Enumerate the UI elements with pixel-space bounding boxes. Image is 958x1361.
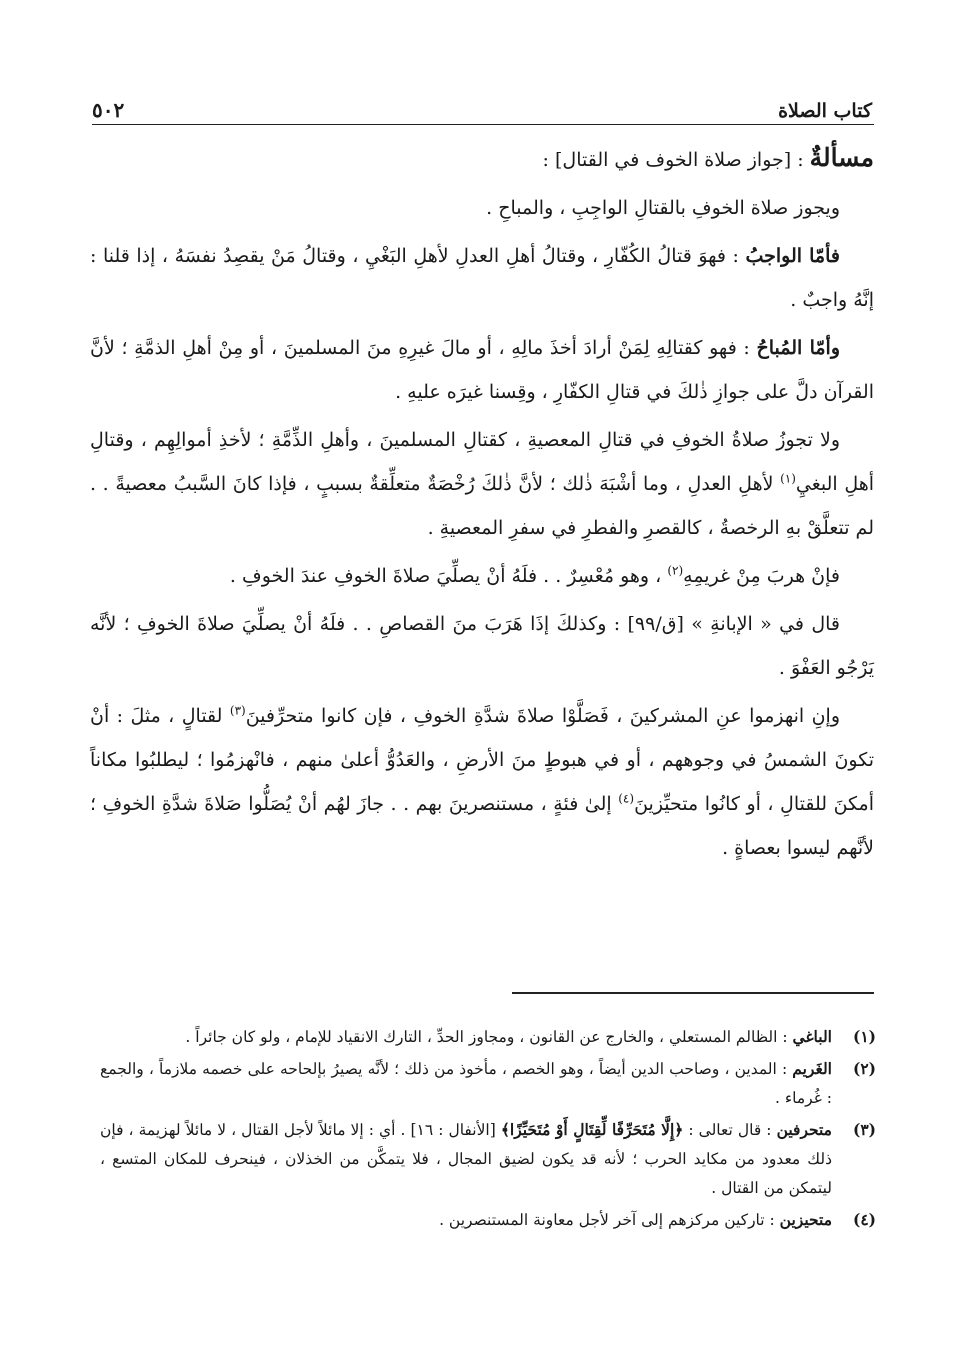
- footnote-separator: [512, 992, 874, 994]
- footnote-text-continued: [الأنفال : ١٦] . أي : إلا مائلاً لأجل القتال ، لا مائلاً لهزيمة ، فإن ذلك معدود من مكايد الحرب ؛ لأنه قد يكون لضيق المجال ، فلا يتمكَّن من الخذلان ، فينحرف للمكان المتسع ، ليتمكن من القتال .: [100, 1121, 832, 1197]
- page-number: ٥٠٢: [92, 98, 125, 122]
- paragraph-2-lead: فأمّا الواجبُ: [745, 245, 840, 267]
- quran-verse: ﴿إِلَّا مُتَحَرِّفًا لِّقِتَالٍ أَوْ مُتَحَيِّزًا﴾: [500, 1120, 684, 1139]
- paragraph-1: ويجوز صلاة الخوفِ بالقتالِ الواجِبِ ، والمباحِ .: [486, 197, 840, 219]
- paragraph-3-text: : فهو كقتالِهِ لِمَنْ أرادَ أخذَ مالِهِ ، أو مالَ غيرِهِ منَ المسلمينَ ، أو مِنْ أهلِ الذمَّةِ ؛ لأنَّ القرآن دلَّ على جوازِ ذٰلكَ في قتالِ الكفّارِ ، وقِسنا غيرَه عليهِ .: [90, 337, 874, 403]
- paragraph-6: قال في « الإبانةِ » [ق/٩٩] : وكذلكَ إذَا هَرَبَ منَ القصاصِ . . فلَهُ أنْ يصلِّيَ صلاةَ الخوفِ ؛ لأنَّه يَرْجُو العَفْوَ .: [90, 613, 874, 679]
- footnote-2: [100, 1054, 876, 1113]
- paragraph-4-part-b: لأهلِ العدلِ ، وما أشْبَهَ ذٰلك ؛ لأنَّ ذٰلكَ رُخْصَةٌ متعلِّقةٌ بسببٍ ، فإذا كانَ السَّببُ معصيةً . . لم تتعلَّقْ بهِ الرخصةُ ، كالقصرِ والفطرِ في سفرِ المعصيةِ .: [90, 473, 874, 539]
- paragraph-3-lead: وأمّا المُباحُ: [756, 337, 840, 359]
- paragraph-5-part-b: ، وهو مُعْسِرٌ . . فلَهُ أنْ يصلِّيَ صلاةَ الخوفِ عندَ الخوفِ .: [229, 565, 668, 587]
- main-text: [90, 136, 874, 874]
- footnote-term: متحيزين: [779, 1210, 832, 1229]
- footnote-term: متحرفين: [776, 1120, 832, 1139]
- footnote-number: (٢): [852, 1059, 876, 1078]
- footnote-ref-3: (٣): [229, 703, 246, 718]
- footnote-3: [100, 1115, 876, 1203]
- footnote-ref-1: (١): [780, 471, 796, 486]
- footnote-text: : المدين ، وصاحب الدين أيضاً ، وهو الخصم ، مأخوذ من ذلك ؛ لأنَّه يصيرُ بإلحاحه على خصمه ملازماً ، والجمع : غُرماء .: [100, 1060, 832, 1107]
- masala-heading: [90, 136, 874, 182]
- header-rule: [92, 124, 874, 125]
- running-title: كتاب الصلاة: [778, 100, 872, 122]
- paragraph-4: [90, 418, 874, 550]
- footnote-number: (١): [852, 1027, 876, 1046]
- paragraph-2-text: : فهوَ قتالُ الكُفّارِ ، وقتالُ أهلِ العدلِ لأهلِ البَغْيِ ، وقتالُ مَنْ يقصِدُ نفسَهُ ، إذا قلنا : إنَّهُ واجبٌ .: [90, 245, 874, 311]
- footnote-body: [100, 1054, 832, 1113]
- footnote-text: : قال تعالى :: [683, 1121, 777, 1139]
- footnote-text: : تاركين مركزهم إلى آخر لأجل معاونة المستنصرين .: [439, 1211, 780, 1229]
- footnote-number: (٣): [852, 1120, 876, 1139]
- paragraph-7-part-a: وإنِ انهزموا عنِ المشركينَ ، فَصَلَّوْا صلاةَ شدَّةِ الخوفِ ، فإن كانوا متحرِّفينَ: [245, 705, 840, 727]
- footnote-4: [100, 1205, 876, 1235]
- footnotes: [100, 1022, 876, 1237]
- footnote-body: [100, 1022, 832, 1052]
- masala-label: مسألةٌ: [809, 143, 874, 172]
- footnote-1: [100, 1022, 876, 1052]
- paragraph-4-part-a: ولا تجوزُ صلاةُ الخوفِ في قتالِ المعصيةِ ، كقتالِ المسلمينَ ، وأهلِ الذِّمَّةِ ؛ لأخذِ أموالِهِم ، وقتالِ أهلِ البغيِ: [90, 429, 875, 495]
- footnote-number: (٤): [852, 1210, 876, 1229]
- footnote-ref-4: (٤): [618, 791, 635, 806]
- footnote-ref-2: (٢): [667, 563, 684, 578]
- footnote-body: [100, 1205, 832, 1235]
- footnote-term: الغَريم: [792, 1059, 832, 1078]
- footnote-term: الباغي: [792, 1027, 832, 1046]
- page-header: [92, 86, 872, 122]
- paragraph-7: [90, 694, 874, 870]
- paragraph-3: [90, 326, 874, 414]
- paragraph-5-part-a: فإنْ هربَ مِنْ غريمِهِ: [683, 565, 840, 587]
- footnote-body: [100, 1115, 832, 1203]
- footnote-text: : الظالم المستعلي ، والخارج عن القانون ، ومجاوز الحدِّ ، التارك الانقياد للإمام ، ولو كان جائراً .: [185, 1028, 793, 1046]
- paragraph-2: [90, 234, 874, 322]
- paragraph-7-part-b: لقتالٍ ، مثلَ : أنْ تكونَ الشمسُ في وجوههم ، أو في هبوطٍ منَ الأرضِ ، والعَدُوُّ أعلىٰ منهم ، فانْهزمُوا ؛ ليطلبُوا مكاناً أمكنَ للقتالِ ، أو كانُوا متحيِّزينَ: [90, 705, 874, 815]
- paragraph-5: [90, 554, 874, 598]
- paragraph-7-part-c: إلىٰ فئةٍ ، مستنصرينَ بهم . . جازَ لهُم أنْ يُصَلُّوا صَلاةَ شدَّةِ الخوفِ ؛ لأنَّهم ليسوا بعصاةٍ .: [90, 793, 874, 859]
- masala-title: : [جواز صلاة الخوف في القتال] :: [542, 149, 810, 171]
